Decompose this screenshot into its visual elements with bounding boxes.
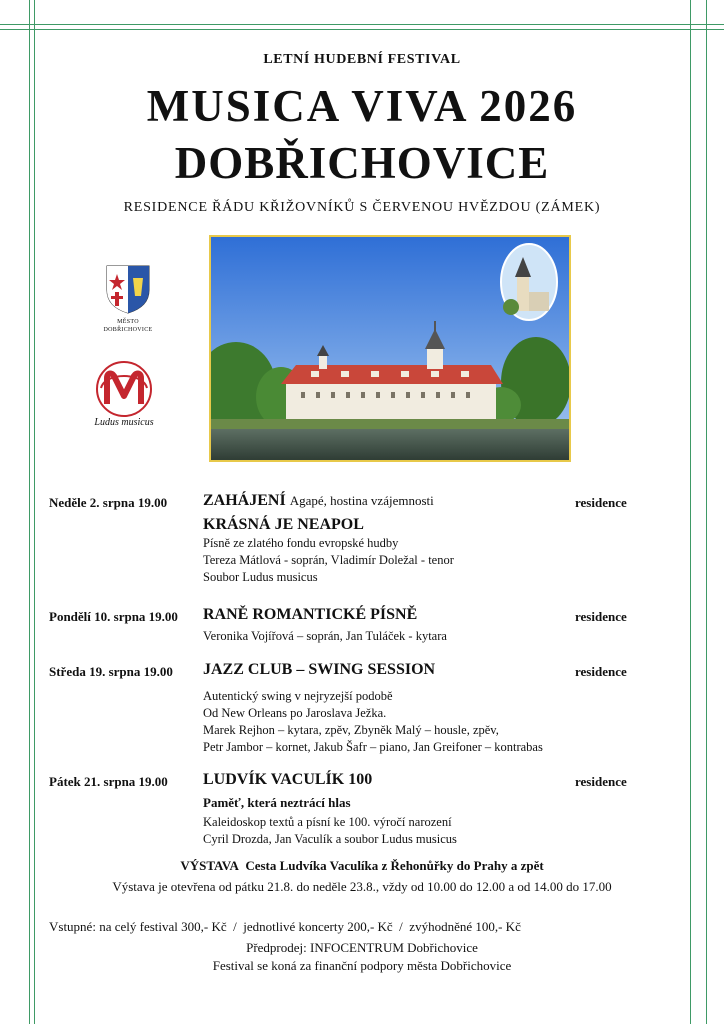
event-details: [203, 688, 543, 756]
presale-info: Předprodej: INFOCENTRUM Dobřichovice: [246, 940, 478, 955]
event-detail-line: Petr Jambor – kornet, Jakub Šafr – piano, Jan Greifoner – kontrabas: [203, 740, 543, 754]
event-detail-line: Veronika Vojířová – soprán, Jan Tuláček - kytara: [203, 629, 447, 643]
event-place: residence: [575, 609, 627, 624]
support-info: Festival se koná za finanční podpory města Dobřichovice: [212, 958, 512, 973]
ludus-label: Ludus musicus: [94, 417, 154, 428]
event-detail-line: Písně ze zlatého fondu evropské hudby: [203, 536, 399, 550]
ludus-musicus-logo-icon: [95, 360, 153, 418]
event-subtitle: KRÁSNÁ JE NEAPOL: [203, 516, 364, 533]
event-subtitle: Paměť, která neztrácí hlas: [203, 795, 351, 810]
city-label: [88, 318, 168, 334]
event-title-extra: Agapé, hostina vzájemnosti: [289, 493, 434, 508]
event-title: JAZZ CLUB – SWING SESSION: [203, 661, 436, 678]
event-date: Středa 19. srpna 19.00: [49, 664, 173, 679]
city-label-line2: DOBŘICHOVICE: [103, 327, 153, 333]
festival-venue: RESIDENCE ŘÁDU KŘIŽOVNÍKŮ S ČERVENOU HVĚZDOU (ZÁMEK): [123, 200, 601, 215]
exhibition-title: Cesta Ludvíka Vaculíka z Řehonůřky do Prahy a zpět: [245, 858, 544, 873]
event-place: residence: [575, 664, 627, 679]
border-line-top-inner: [0, 29, 724, 30]
event-details: [203, 814, 457, 848]
event-details: [203, 628, 447, 645]
event-detail-line: Soubor Ludus musicus: [203, 570, 318, 584]
event-date: Pondělí 10. srpna 19.00: [49, 609, 178, 624]
event-detail-line: Autentický swing v nejryzejší podobě: [203, 689, 393, 703]
event-details: [203, 535, 454, 586]
event-detail-line: Cyril Drozda, Jan Vaculík a soubor Ludus musicus: [203, 832, 457, 846]
exhibition-hours: Výstava je otevřena od pátku 21.8. do neděle 23.8., vždy od 10.00 do 12.00 a od 14.00 do 17.00: [112, 879, 612, 894]
event-title: RANĚ ROMANTICKÉ PÍSNĚ: [203, 606, 418, 623]
chateau-illustration: [211, 237, 569, 460]
festival-title: MUSICA VIVA 2026: [146, 81, 578, 131]
exhibition-heading: [0, 858, 724, 874]
event-title-main: ZAHÁJENÍ: [203, 492, 286, 509]
city-crest-icon: [105, 264, 151, 314]
event-title: LUDVÍK VACULÍK 100: [203, 771, 373, 788]
event-detail-line: Marek Rejhon – kytara, zpěv, Zbyněk Malý – housle, zpěv,: [203, 723, 499, 737]
ticket-prices: Vstupné: na celý festival 300,- Kč / jednotlivé koncerty 200,- Kč / zvýhodněné 100,- Kč: [49, 919, 521, 934]
event-place: residence: [575, 774, 627, 789]
event-detail-line: Tereza Mátlová - soprán, Vladimír Doležal - tenor: [203, 553, 454, 567]
city-label-line1: MĚSTO: [117, 319, 139, 325]
event-detail-line: Od New Orleans po Jaroslava Ježka.: [203, 706, 387, 720]
event-date: Pátek 21. srpna 19.00: [49, 774, 168, 789]
chateau-photo: [209, 235, 571, 462]
exhibition-label: VÝSTAVA: [180, 858, 239, 873]
event-detail-line: Kaleidoskop textů a písní ke 100. výročí narození: [203, 815, 452, 829]
festival-town: DOBŘICHOVICE: [174, 138, 550, 188]
event-place: residence: [575, 495, 627, 510]
festival-subtitle: LETNÍ HUDEBNÍ FESTIVAL: [263, 52, 461, 67]
border-line-top: [0, 24, 724, 25]
event-title: [203, 492, 434, 510]
event-date: Neděle 2. srpna 19.00: [49, 495, 168, 510]
